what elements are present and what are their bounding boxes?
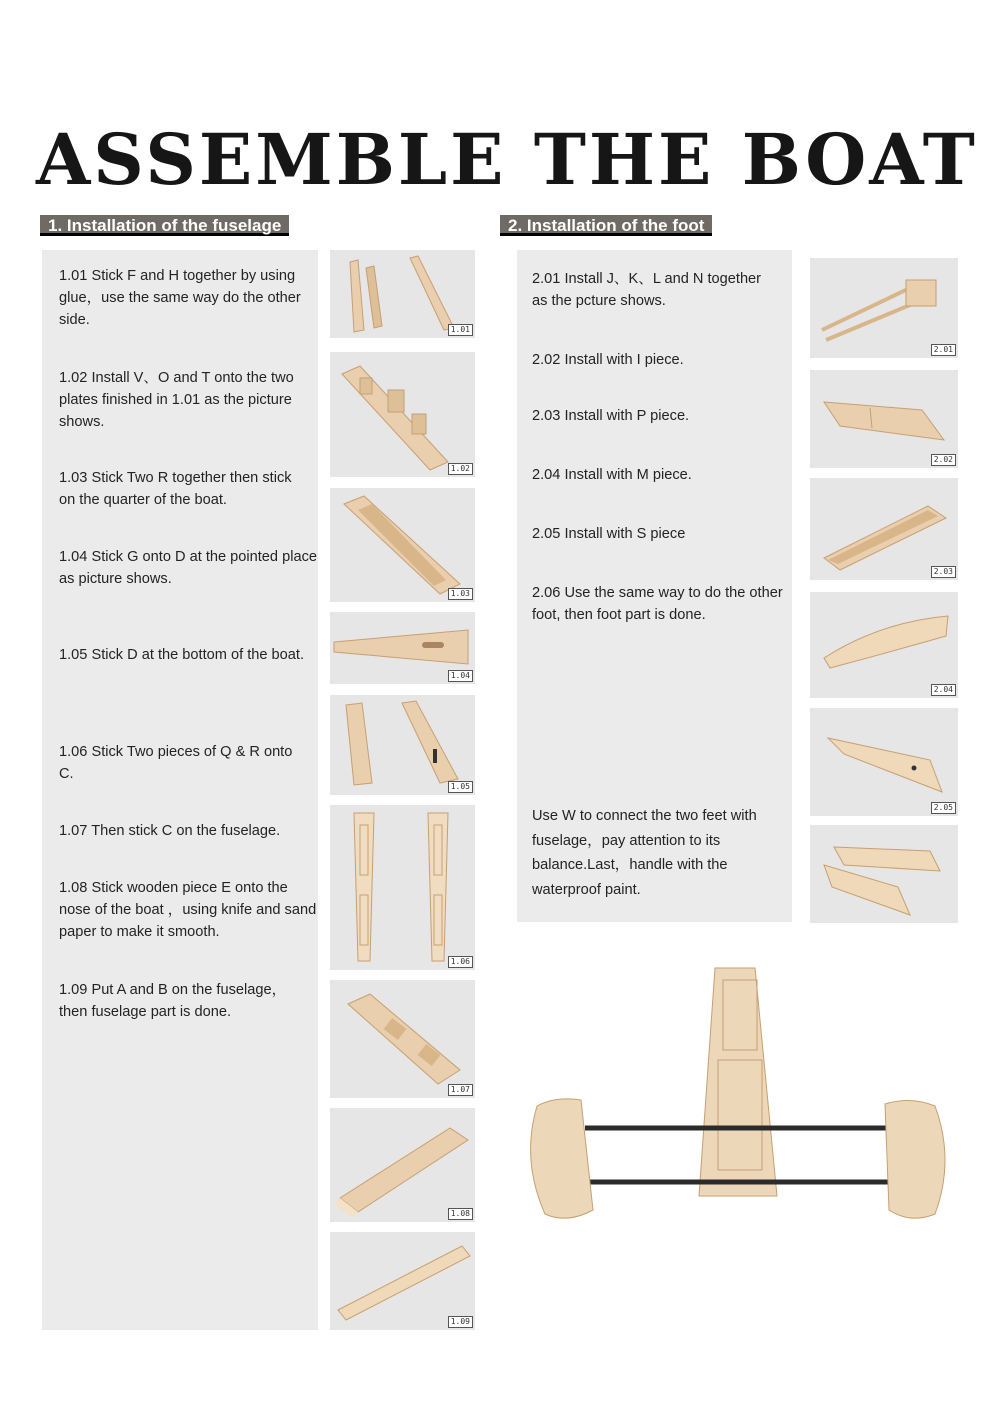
- photo-2-01: [810, 258, 958, 358]
- step-2-02: 2.02 Install with I piece.: [532, 352, 684, 368]
- section-1-heading: 1. Installation of the fuselage: [40, 215, 289, 236]
- step-2-04: 2.04 Install with M piece.: [532, 467, 692, 483]
- photo-1-03: [330, 488, 475, 602]
- frame-install-image: [330, 352, 475, 477]
- photo-1-05: [330, 695, 475, 795]
- photo-label-1-02: 1.02: [448, 463, 473, 475]
- step-1-08: 1.08 Stick wooden piece E onto the nose of the boat ，using knife and sand paper to make it smooth.: [59, 880, 317, 940]
- step-1-07: 1.07 Then stick C on the fuselage.: [59, 823, 281, 839]
- foot-m-piece-image: [810, 592, 958, 698]
- photo-2-04: [810, 592, 958, 698]
- step-1-04: 1.04 Stick G onto D at the pointed place as picture shows.: [59, 549, 317, 587]
- step-2-06: 2.06 Use the same way to do the other foot, then foot part is done.: [532, 585, 783, 623]
- step-1-05: 1.05 Stick D at the bottom of the boat.: [59, 647, 304, 663]
- photo-1-09: [330, 1232, 475, 1330]
- photo-1-02: [330, 352, 475, 477]
- photo-2-03: [810, 478, 958, 580]
- assembled-boat-illustration: [515, 960, 965, 1235]
- step-1-02: 1.02 Install V、O and T onto the two plates finished in 1.01 as the picture shows.: [59, 370, 294, 430]
- photo-label-1-04: 1.04: [448, 670, 473, 682]
- step-1-09: 1.09 Put A and B on the fuselage，then fuselage part is done.: [59, 982, 287, 1020]
- photo-label-1-07: 1.07: [448, 1084, 473, 1096]
- photo-2-02: [810, 370, 958, 468]
- photo-1-01: [330, 250, 475, 338]
- photo-label-1-08: 1.08: [448, 1208, 473, 1220]
- photo-label-1-05: 1.05: [448, 781, 473, 793]
- photo-label-2-05: 2.05: [931, 802, 956, 814]
- deck-pieces-image: [330, 805, 475, 970]
- step-1-01: 1.01 Stick F and H together by using glue，use the same way do the other side.: [59, 268, 301, 328]
- foot-frame-image: [810, 258, 958, 358]
- photo-label-1-03: 1.03: [448, 588, 473, 600]
- photo-label-2-04: 2.04: [931, 684, 956, 696]
- photo-label-1-09: 1.09: [448, 1316, 473, 1328]
- step-2-05: 2.05 Install with S piece: [532, 526, 686, 542]
- foot-s-piece-image: [810, 708, 958, 816]
- photo-1-04: [330, 612, 475, 684]
- step-1-06: 1.06 Stick Two pieces of Q & R onto C.: [59, 744, 293, 782]
- deck-attached-image: [330, 980, 475, 1098]
- catamaran-image: [515, 960, 965, 1235]
- section-2-heading: 2. Installation of the foot: [500, 215, 712, 236]
- photo-2-06: [810, 825, 958, 923]
- photo-1-06: [330, 805, 475, 970]
- photo-1-08: [330, 1108, 475, 1222]
- page-title: ASSEMBLE THE BOAT: [36, 118, 978, 201]
- bottom-attached-image: [330, 695, 475, 795]
- feet-complete-image: [810, 825, 958, 923]
- photo-label-1-06: 1.06: [448, 956, 473, 968]
- nose-piece-image: [330, 1108, 475, 1222]
- final-assembly-note: Use W to connect the two feet with fuselage，pay attention to its balance.Last，handle with the waterproof paint.: [532, 808, 757, 898]
- photo-label-1-01: 1.01: [448, 324, 473, 336]
- quarter-assembly-image: [330, 488, 475, 602]
- photo-2-05: [810, 708, 958, 816]
- foot-p-piece-image: [810, 478, 958, 580]
- photo-label-2-01: 2.01: [931, 344, 956, 356]
- step-2-01: 2.01 Install J、K、L and N together as the pcture shows.: [532, 271, 762, 309]
- step-1-03: 1.03 Stick Two R together then stick on the quarter of the boat.: [59, 470, 292, 508]
- photo-1-07: [330, 980, 475, 1098]
- photo-label-2-02: 2.02: [931, 454, 956, 466]
- photo-label-2-03: 2.03: [931, 566, 956, 578]
- step-2-03: 2.03 Install with P piece.: [532, 408, 690, 424]
